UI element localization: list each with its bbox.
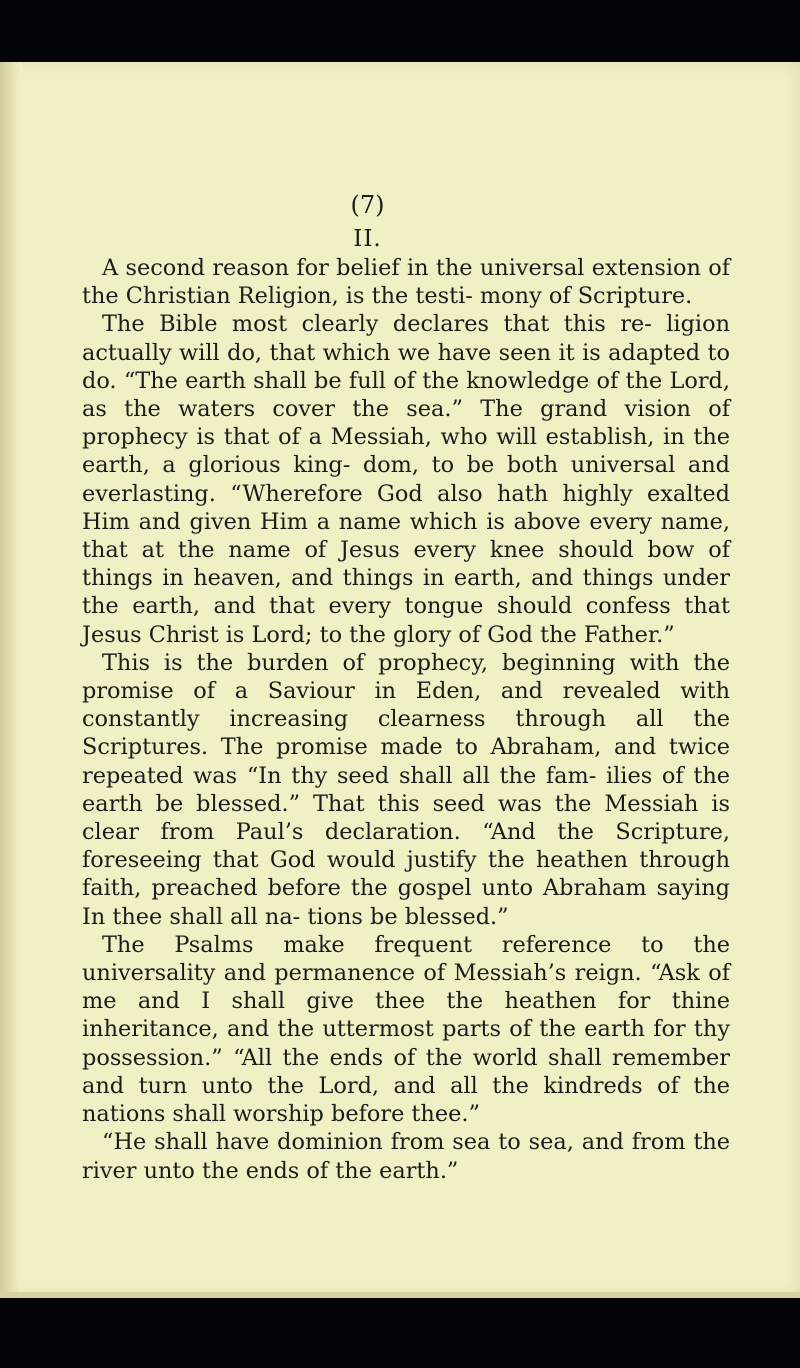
paragraph-1: A second reason for belief in the universal extension of the Christian Religion, is the testi- mony of Scripture. (82, 255, 730, 310)
page-bottom-edge (0, 1292, 800, 1298)
page-number: (7) (350, 191, 385, 219)
section-heading: II. (353, 226, 382, 252)
paragraph-4: The Psalms make frequent reference to the universality and permanence of Messiah’s reign. “Ask of me and I shall give thee the heathen for thine inheritance, and the uttermost parts of the earth for thy possession.” “All the ends of the world shall remember and turn unto the Lord, and all the kindreds of the nations shall worship before thee.” (82, 931, 730, 1128)
paragraph-5: “He shall have dominion from sea to sea, and from the river unto the ends of the earth.” (82, 1129, 730, 1184)
body-text (82, 254, 730, 1185)
paragraph-3: This is the burden of prophecy, beginning with the promise of a Saviour in Eden, and revealed with constantly increasing clearness through all the Scriptures. The promise made to Abraham, and twice repeated was “In thy seed shall all the fam- ilies of the earth be blessed.” That this seed was the Messiah is clear from Paul’s declaration. “And the Scripture, foreseeing that God would justify the heathen through faith, preached before the gospel unto Abraham saying In thee shall all na- tions be blessed.” (82, 649, 730, 930)
paragraph-2: The Bible most clearly declares that this re- ligion actually will do, that which we have seen it is adapted to do. “The earth shall be full of the knowledge of the Lord, as the waters cover the sea.” The grand vision of prophecy is that of a Messiah, who will establish, in the earth, a glorious king- dom, to be both universal and everlasting. “Wherefore God also hath highly exalted Him and given Him a name which is above every name, that at the name of Jesus every knee should bow of things in heaven, and things in earth, and things under the earth, and that every tongue should confess that Jesus Christ is Lord; to the glory of God the Father.” (82, 311, 730, 648)
